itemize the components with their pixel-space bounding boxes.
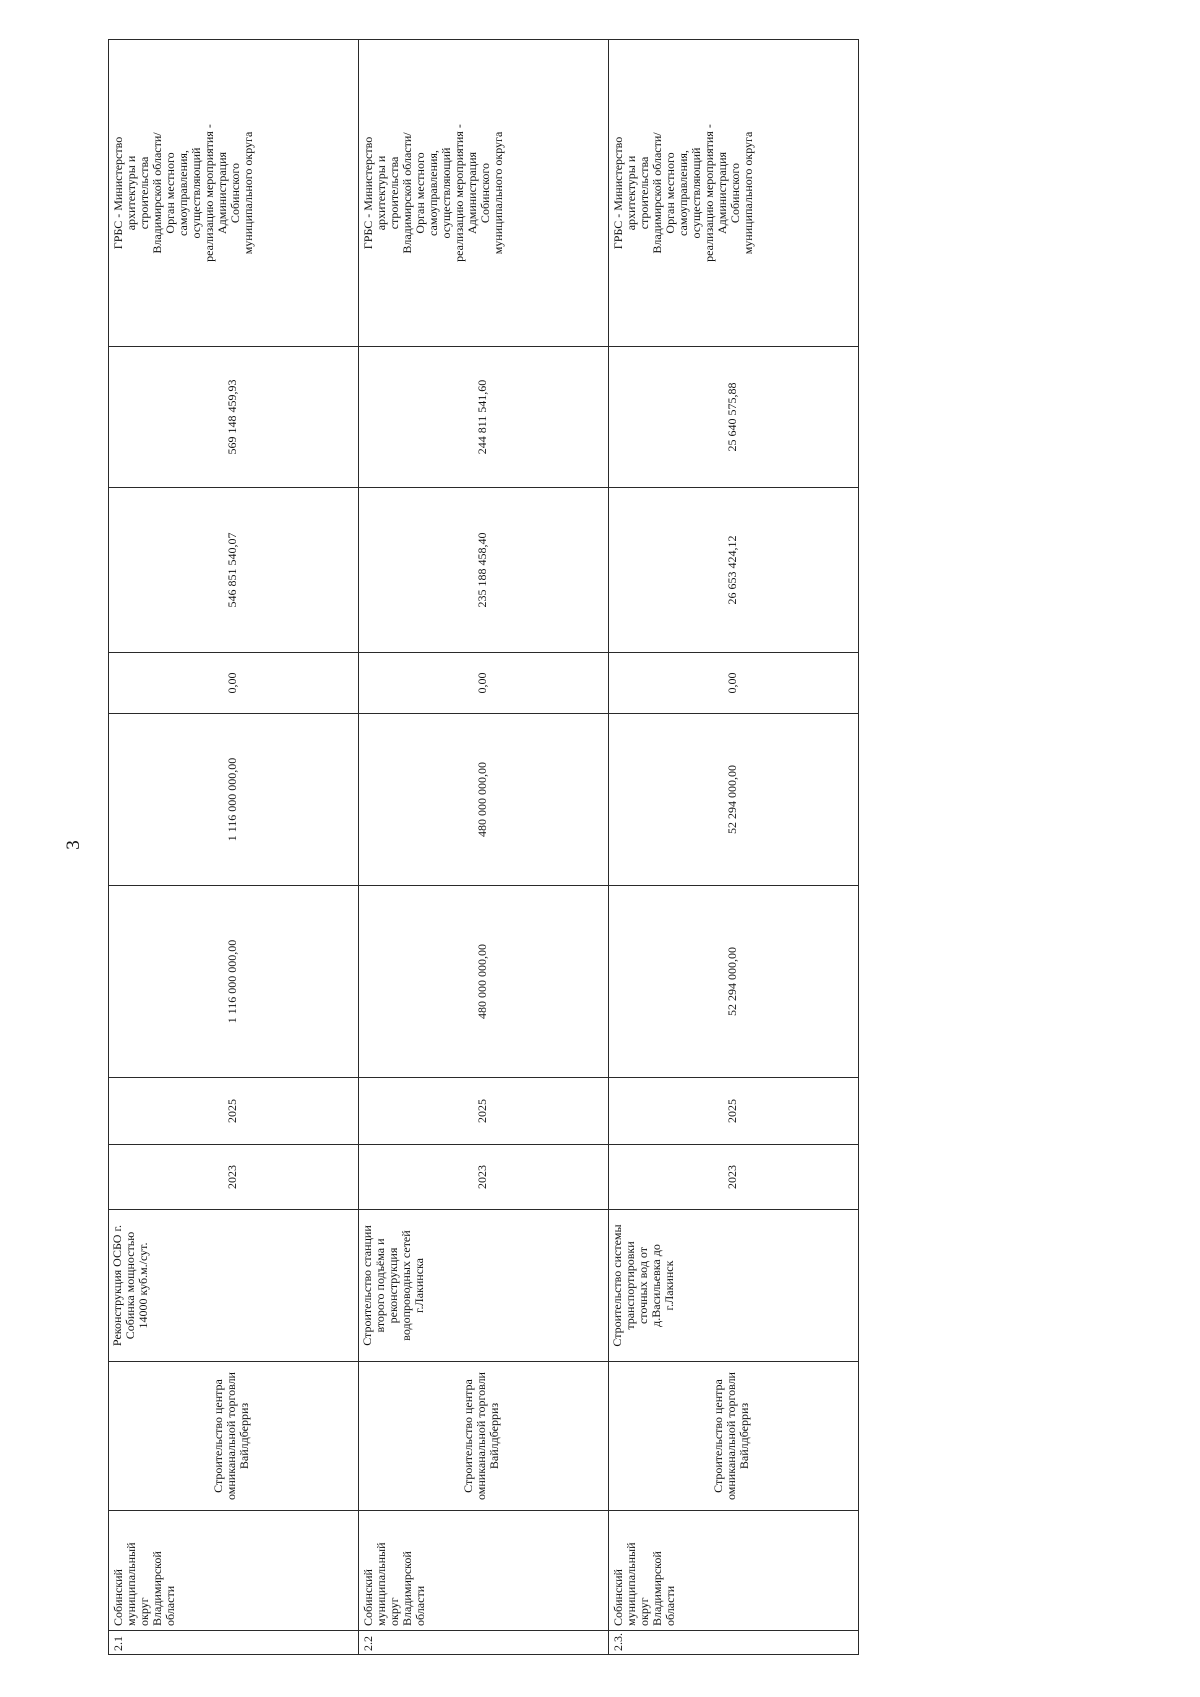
end-year: 2025 — [725, 1099, 739, 1123]
grbs-info-line: ГРБС - Министерство — [111, 136, 125, 250]
grbs-info-line: осуществляющий — [439, 147, 453, 239]
grbs-info-line: муниципального округа — [741, 131, 755, 255]
amount-1-cell — [609, 488, 859, 653]
total-cost-cell — [359, 886, 609, 1078]
grbs-info-line: реализацию мероприятия - — [702, 124, 716, 262]
grbs-info-line: Собинского — [478, 162, 492, 224]
grbs-info-line: реализацию мероприятия - — [452, 124, 466, 262]
total-cost: 52 294 000,00 — [725, 947, 739, 1016]
grbs-info-line: осуществляющий — [189, 147, 203, 239]
start-year-cell — [609, 1145, 859, 1210]
row-number-cell — [109, 1631, 359, 1655]
amount-1: 235 188 458,40 — [475, 532, 489, 608]
object-name-line: Вайлдберриз — [737, 1402, 751, 1470]
grbs-info-line: архитектуры и — [124, 155, 138, 231]
total-cost-cell — [609, 886, 859, 1078]
table-row — [359, 40, 609, 1655]
activity-name-line: г.Лакинск — [662, 1260, 676, 1311]
investor-funds: 480 000 000,00 — [475, 762, 489, 837]
start-year: 2023 — [725, 1165, 739, 1189]
grbs-info-line: самоуправления, — [426, 150, 440, 236]
total-cost: 1 116 000 000,00 — [225, 939, 239, 1024]
amount-1: 546 851 540,07 — [225, 532, 239, 608]
row-number: 2.1 — [111, 1636, 125, 1651]
grbs-info — [112, 40, 255, 346]
investor-funds-cell — [609, 714, 859, 886]
end-year: 2025 — [475, 1099, 489, 1123]
amount-2: 569 148 459,93 — [225, 379, 239, 455]
end-year-cell — [109, 1078, 359, 1145]
municipality-line: Владимирской — [150, 1551, 164, 1626]
activity-name — [111, 1210, 150, 1361]
grbs-info-line: Владимирской области/ — [400, 132, 414, 254]
activity-name — [611, 1210, 676, 1361]
end-year-cell — [359, 1078, 609, 1145]
grbs-info — [362, 40, 505, 346]
amount-1-cell — [359, 488, 609, 653]
activity-name-line: д.Васильевка до — [649, 1244, 663, 1327]
municipality-cell — [609, 1511, 859, 1631]
activity-name-cell — [609, 1210, 859, 1362]
end-year-cell — [609, 1078, 859, 1145]
investor-funds: 1 116 000 000,00 — [225, 757, 239, 842]
total-cost-cell — [109, 886, 359, 1078]
start-year-cell — [109, 1145, 359, 1210]
investor-funds-cell — [359, 714, 609, 886]
municipality — [612, 1511, 677, 1626]
amount-2-cell — [109, 347, 359, 488]
budget-funds-cell — [359, 653, 609, 714]
row-number: 2.2 — [361, 1636, 375, 1651]
amount-2-cell — [359, 347, 609, 488]
budget-funds: 0,00 — [475, 672, 489, 694]
grbs-info-line: самоуправления, — [176, 150, 190, 236]
grbs-info-line: Собинского — [728, 162, 742, 224]
object-name-cell — [609, 1362, 859, 1511]
object-name-line: Вайлдберриз — [237, 1402, 251, 1470]
municipality-cell — [109, 1511, 359, 1631]
grbs-info-cell — [359, 40, 609, 347]
object-name-cell — [359, 1362, 609, 1511]
municipality-line: области — [413, 1585, 427, 1626]
start-year: 2023 — [475, 1165, 489, 1189]
activity-name-line: второго подъёма и — [373, 1238, 387, 1333]
grbs-info-line: Орган местного — [413, 152, 427, 234]
activity-name-line: Собинка мощностью — [123, 1231, 137, 1340]
municipality-line: Владимирской — [400, 1551, 414, 1626]
table-row — [609, 40, 859, 1655]
grbs-info-line: Собинского — [228, 162, 242, 224]
start-year: 2023 — [225, 1165, 239, 1189]
page-number: 3 — [63, 840, 84, 850]
activity-name — [361, 1210, 426, 1361]
activity-name-line: сточных вод от — [636, 1246, 650, 1325]
amount-2: 25 640 575,88 — [725, 382, 739, 452]
start-year-cell — [359, 1145, 609, 1210]
grbs-info-line: Владимирской области/ — [650, 132, 664, 254]
grbs-info-line: Владимирской области/ — [150, 132, 164, 254]
municipality-line: области — [163, 1585, 177, 1626]
grbs-info-line: ГРБС - Министерство — [361, 136, 375, 250]
grbs-info-line: Администрация — [465, 151, 479, 235]
municipality-cell — [359, 1511, 609, 1631]
grbs-info-cell — [609, 40, 859, 347]
grbs-info-line: строительства — [637, 156, 651, 230]
municipality-line: муниципальный округ — [374, 1542, 401, 1626]
total-cost: 480 000 000,00 — [475, 944, 489, 1019]
municipality — [362, 1511, 427, 1626]
end-year: 2025 — [225, 1099, 239, 1123]
activity-name-line: Строительство системы — [610, 1224, 624, 1347]
grbs-info-line: Администрация — [715, 151, 729, 235]
grbs-info-line: строительства — [137, 156, 151, 230]
investor-funds-cell — [109, 714, 359, 886]
municipality-line: Собинский — [611, 1569, 625, 1626]
grbs-info-line: самоуправления, — [676, 150, 690, 236]
grbs-info — [612, 40, 755, 346]
municipality-line: Собинский — [361, 1569, 375, 1626]
municipality-line: области — [663, 1585, 677, 1626]
grbs-info-line: строительства — [387, 156, 401, 230]
grbs-info-line: Администрация — [215, 151, 229, 235]
grbs-info-line: муниципального округа — [491, 131, 505, 255]
object-name — [712, 1362, 751, 1510]
activity-name-line: г.Лакинска — [412, 1258, 426, 1314]
activity-name-cell — [359, 1210, 609, 1362]
budget-funds-cell — [609, 653, 859, 714]
grbs-info-line: осуществляющий — [689, 147, 703, 239]
projects-table — [108, 39, 859, 1655]
object-name-line: Строительство центра — [711, 1379, 725, 1493]
object-name — [212, 1362, 251, 1510]
activity-name-line: реконструкция — [386, 1247, 400, 1324]
object-name-line: омниканальной торговли — [724, 1372, 738, 1500]
municipality — [112, 1511, 177, 1626]
object-name-line: Строительство центра — [461, 1379, 475, 1493]
row-number-cell — [609, 1631, 859, 1655]
rotated-table-wrapper — [108, 40, 856, 1655]
object-name-line: Строительство центра — [211, 1379, 225, 1493]
table-row — [109, 40, 359, 1655]
investor-funds: 52 294 000,00 — [725, 765, 739, 834]
grbs-info-cell — [109, 40, 359, 347]
row-number-cell — [359, 1631, 609, 1655]
activity-name-line: 14000 куб.м./сут. — [136, 1242, 150, 1329]
municipality-line: Собинский — [111, 1569, 125, 1626]
municipality-line: муниципальный округ — [624, 1542, 651, 1626]
municipality-line: муниципальный округ — [124, 1542, 151, 1626]
grbs-info-line: реализацию мероприятия - — [202, 124, 216, 262]
amount-2-cell — [609, 347, 859, 488]
object-name — [462, 1362, 501, 1510]
activity-name-line: транспортировки — [623, 1241, 637, 1330]
activity-name-line: Строительство станции — [360, 1225, 374, 1346]
grbs-info-line: ГРБС - Министерство — [611, 136, 625, 250]
object-name-line: Вайлдберриз — [487, 1402, 501, 1470]
grbs-info-line: архитектуры и — [374, 155, 388, 231]
budget-funds: 0,00 — [225, 672, 239, 694]
grbs-info-line: Орган местного — [163, 152, 177, 234]
amount-2: 244 811 541,60 — [475, 379, 489, 455]
object-name-line: омниканальной торговли — [224, 1372, 238, 1500]
activity-name-line: Реконструкция ОСБО г. — [110, 1224, 124, 1347]
object-name-cell — [109, 1362, 359, 1511]
grbs-info-line: Орган местного — [663, 152, 677, 234]
amount-1-cell — [109, 488, 359, 653]
activity-name-cell — [109, 1210, 359, 1362]
object-name-line: омниканальной торговли — [474, 1372, 488, 1500]
budget-funds-cell — [109, 653, 359, 714]
activity-name-line: водопроводных сетей — [399, 1230, 413, 1341]
row-number: 2.3. — [611, 1633, 625, 1651]
amount-1: 26 653 424,12 — [725, 535, 739, 605]
budget-funds: 0,00 — [725, 672, 739, 694]
grbs-info-line: архитектуры и — [624, 155, 638, 231]
grbs-info-line: муниципального округа — [241, 131, 255, 255]
municipality-line: Владимирской — [650, 1551, 664, 1626]
